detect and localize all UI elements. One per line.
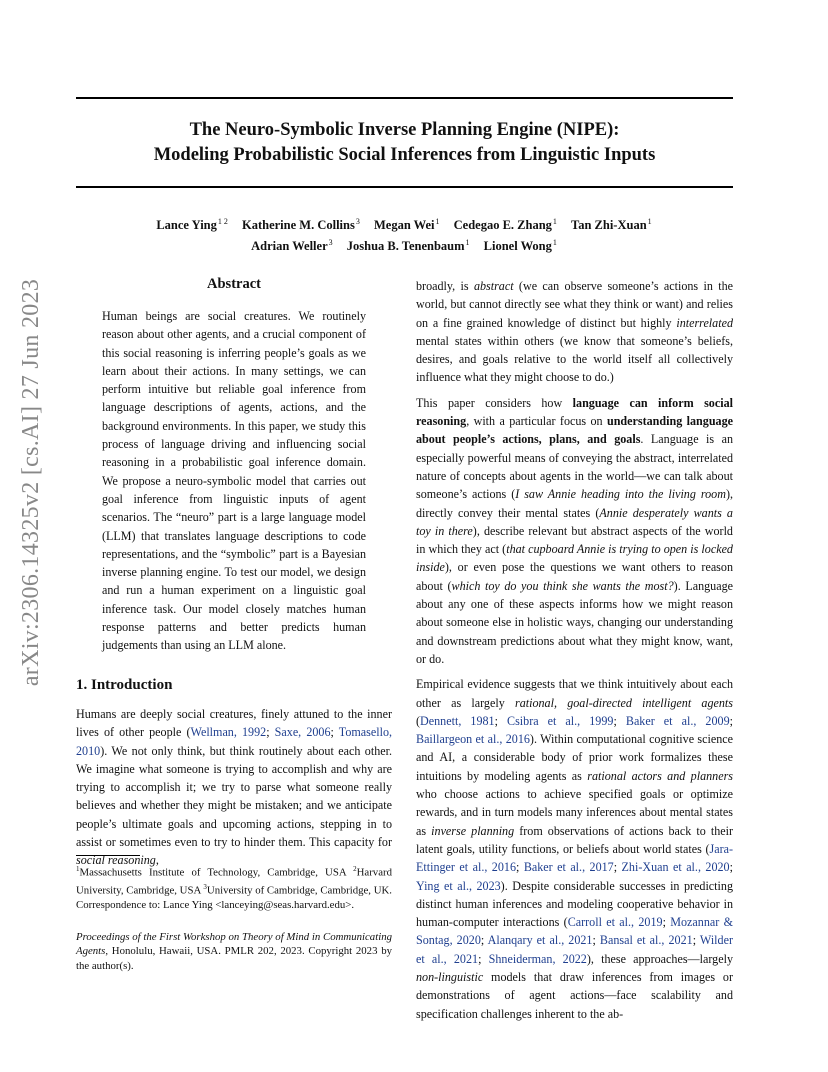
citation-link[interactable]: Jara-Ettinger et al., 2016: [416, 841, 733, 875]
text-run: (: [416, 713, 421, 728]
author: Tan Zhi-Xuan$^1$: [571, 217, 652, 232]
right-paragraph-1: [416, 277, 733, 387]
footnote-marker: 3: [203, 883, 207, 891]
italic-text: social reasoning: [76, 853, 156, 868]
citation-link[interactable]: Saxe, 2006: [274, 725, 331, 740]
footnote-marker: 1: [76, 865, 80, 873]
text-run: ). Language about any one of these aspects informs how we might reason about someone else in holistic ways, changing our understanding and downstream predictions about what they might know, want, or do.: [416, 578, 733, 666]
text-run: ;: [478, 951, 489, 966]
citation-link[interactable]: Ying et al., 2023: [416, 878, 501, 893]
citation-link[interactable]: Csibra et al., 1999: [507, 713, 614, 728]
author: Adrian Weller$^3$: [251, 238, 333, 253]
text-run: ;: [266, 725, 275, 740]
text-run: ;: [516, 860, 524, 875]
citation-link[interactable]: Mozannar & Sontag, 2020: [416, 915, 733, 948]
citation-link[interactable]: Baillargeon et al., 2016: [416, 732, 530, 747]
author-line-2: [76, 234, 733, 255]
text-run: University of Cambridge, Cambridge, UK. Correspondence to: Lance Ying <lanceying@seas.harvard.edu>.: [76, 884, 393, 911]
citation-link[interactable]: Baker et al., 2017: [523, 860, 614, 875]
text-run: ). We not only think, but think routinely about each other. We imagine what someone is trying to accomplish and why are trying to accomplish it; we try to parse what someone really believes and whether they might be mistaken; and we anticipate people’s ultimate goals and upcoming actions, stepping in to assist or sometimes even to try to hinder them. This capacity for: [76, 743, 392, 850]
abstract-text: Human beings are social creatures. We routinely reason about other agents, and a crucial component of this social reasoning is inferring people’s goals as we learn about their actions. In many settings, we can perform intuitive but reliable goal inference from language descriptions of agents, actions, and the background environments. In this paper, we study this process of language driving and influencing social reasoning in a probabilistic goal inference domain. We propose a neuro-symbolic model that carries out goal inference from linguistic inputs of agent scenarios. The “neuro” part is a large language model (LLM) that translates language descriptions to code representations, and the “symbolic” part is a Bayesian inverse planning engine. To test our model, we design and run a human experiment on a linguistic goal inference task. Our model closely matches human response patterns and better predicts human judgements than using an LLM alone.: [102, 309, 366, 653]
footnote-rule: [76, 855, 140, 856]
citation-link[interactable]: Zhi-Xuan et al., 2020: [621, 860, 730, 875]
top-rule: [76, 97, 733, 99]
italic-text: inverse planning: [431, 823, 515, 838]
right-column: [416, 277, 733, 1023]
title-line-2: Modeling Probabilistic Social Inferences from Linguistic Inputs: [153, 145, 656, 165]
text-run: ;: [330, 725, 339, 740]
introduction-heading: 1. Introduction: [76, 677, 173, 693]
text-run: ;: [662, 915, 671, 930]
italic-text: non-linguistic: [416, 969, 484, 984]
citation-link[interactable]: Shneiderman, 2022: [488, 951, 587, 966]
text-run: ), describe relevant but abstract aspects of the world in which they act (: [416, 523, 733, 557]
arxiv-stamp: [9, 278, 55, 686]
text-run: models that draw inferences from images or demonstrations of agent actions—face scalability and specification challenges inherent to the ab-: [416, 969, 733, 1021]
text-run: ,: [155, 853, 159, 868]
text-run: , Honolulu, Hawaii, USA. PMLR 202, 2023. Copyright 2023 by the author(s).: [76, 945, 392, 972]
title-bottom-rule: [76, 186, 733, 188]
text-run: Harvard University, Cambridge, USA: [76, 866, 392, 897]
citation-link[interactable]: Dennett, 1981: [420, 713, 495, 728]
text-run: from observations of actions back to their latent goals, utility functions, or beliefs about world states (: [416, 823, 734, 856]
introduction-body: [76, 705, 392, 870]
text-run: ;: [613, 860, 622, 875]
italic-text: Proceedings of the First Workshop on Theory of Mind in Communicating Agents: [76, 931, 392, 958]
author-list: [76, 213, 733, 255]
text-run: ;: [729, 860, 733, 875]
author: Joshua B. Tenenbaum$^1$: [346, 238, 470, 253]
author: Katherine M. Collins$^3$: [242, 217, 360, 232]
italic-text: that cupboard Annie is trying to open is locked inside: [416, 542, 733, 575]
author: Megan Wei$^1$: [373, 217, 440, 232]
italic-text: Annie desperately wants a toy in there: [416, 505, 733, 538]
text-run: ), directly convey their mental states (: [416, 487, 733, 520]
text-run: ;: [613, 713, 626, 728]
author: Cedegao E. Zhang$^1$: [453, 217, 557, 232]
text-run: ;: [729, 713, 733, 728]
text-run: Humans are deeply social creatures, finely attuned to the inner lives of other people (: [76, 707, 392, 740]
abstract-heading: Abstract: [207, 276, 261, 292]
italic-text: I saw Annie heading into the living room: [515, 487, 726, 502]
author: Lance Ying$^{1 2}$: [156, 217, 228, 232]
text-run: ). Within computational cognitive science and AI, a considerable body of prior work formalizes these intuitions by modeling agents as: [416, 732, 733, 783]
citation-link[interactable]: Alanqary et al., 2021: [487, 933, 593, 948]
italic-text: rational actors and planners: [587, 768, 734, 783]
arxiv-stamp-text: arXiv:2306.14325v2 [cs.AI] 27 Jun 2023: [18, 278, 45, 686]
italic-text: rational, goal-directed intelligent agents: [514, 695, 733, 710]
text-run: Empirical evidence suggests that we think intuitively about each other as largely: [416, 677, 733, 710]
text-run: . Language is an especially powerful means of conveying the abstract, interrelated nature of concepts about agents in the world—we can talk about someone’s actions (: [416, 432, 733, 502]
text-run: , with a particular focus on: [466, 414, 607, 429]
text-run: ), or even pose the questions we want others to reason about (: [416, 560, 733, 593]
citation-link[interactable]: Bansal et al., 2021: [599, 933, 693, 948]
proceedings-footnote: [76, 930, 392, 973]
affiliation-footnote: [76, 862, 392, 912]
citation-link[interactable]: Carroll et al., 2019: [567, 915, 663, 930]
text-run: This paper considers how: [416, 395, 573, 410]
text-run: (we can observe someone’s actions in the world, but cannot directly see what they think or want) and relies on a fine grained knowledge of distinct but highly: [416, 279, 733, 330]
citation-link[interactable]: Tomasello, 2010: [76, 725, 393, 758]
footnote-marker: 2: [353, 865, 357, 873]
text-run: mental states within others (we know that someone’s beliefs, desires, and goals relative to the world itself all collectively influence what they might choose to do.): [416, 333, 733, 385]
italic-text: which toy do you think she wants the most?: [451, 578, 674, 593]
bold-text: language can inform social reasoning: [416, 395, 733, 429]
text-run: ;: [480, 933, 488, 948]
text-run: ;: [692, 933, 700, 948]
intro-paragraph-1: [76, 705, 392, 870]
italic-text: abstract: [473, 279, 514, 293]
italic-text: interrelated: [676, 315, 733, 330]
citation-link[interactable]: Wellman, 1992: [190, 725, 267, 740]
abstract-body: [102, 307, 366, 655]
text-run: broadly, is: [416, 279, 474, 293]
right-paragraph-3: [416, 675, 733, 1023]
paper-title: [76, 118, 733, 168]
title-line-1: The Neuro-Symbolic Inverse Planning Engine (NIPE):: [189, 120, 620, 140]
author-line-1: [76, 213, 733, 234]
text-run: ;: [592, 933, 600, 948]
text-run: ). Despite considerable successes in predicting distinct human inferences and modeling cooperative behavior in human-computer interactions (: [416, 878, 733, 930]
citation-link[interactable]: Wilder et al., 2021: [416, 933, 733, 966]
text-run: who choose actions to achieve specified goals or optimize rewards, and in turn models many inferences about mental states as: [416, 787, 733, 838]
text-run: ;: [494, 713, 508, 728]
text-run: ), these approaches—largely: [586, 951, 733, 966]
bold-text: understanding language about people’s actions, plans, and goals: [416, 414, 734, 447]
text-run: Massachusetts Institute of Technology, Cambridge, USA: [79, 866, 354, 879]
author: Lionel Wong$^1$: [483, 238, 557, 253]
citation-link[interactable]: Baker et al., 2009: [625, 713, 730, 728]
right-paragraph-2: [416, 394, 733, 668]
